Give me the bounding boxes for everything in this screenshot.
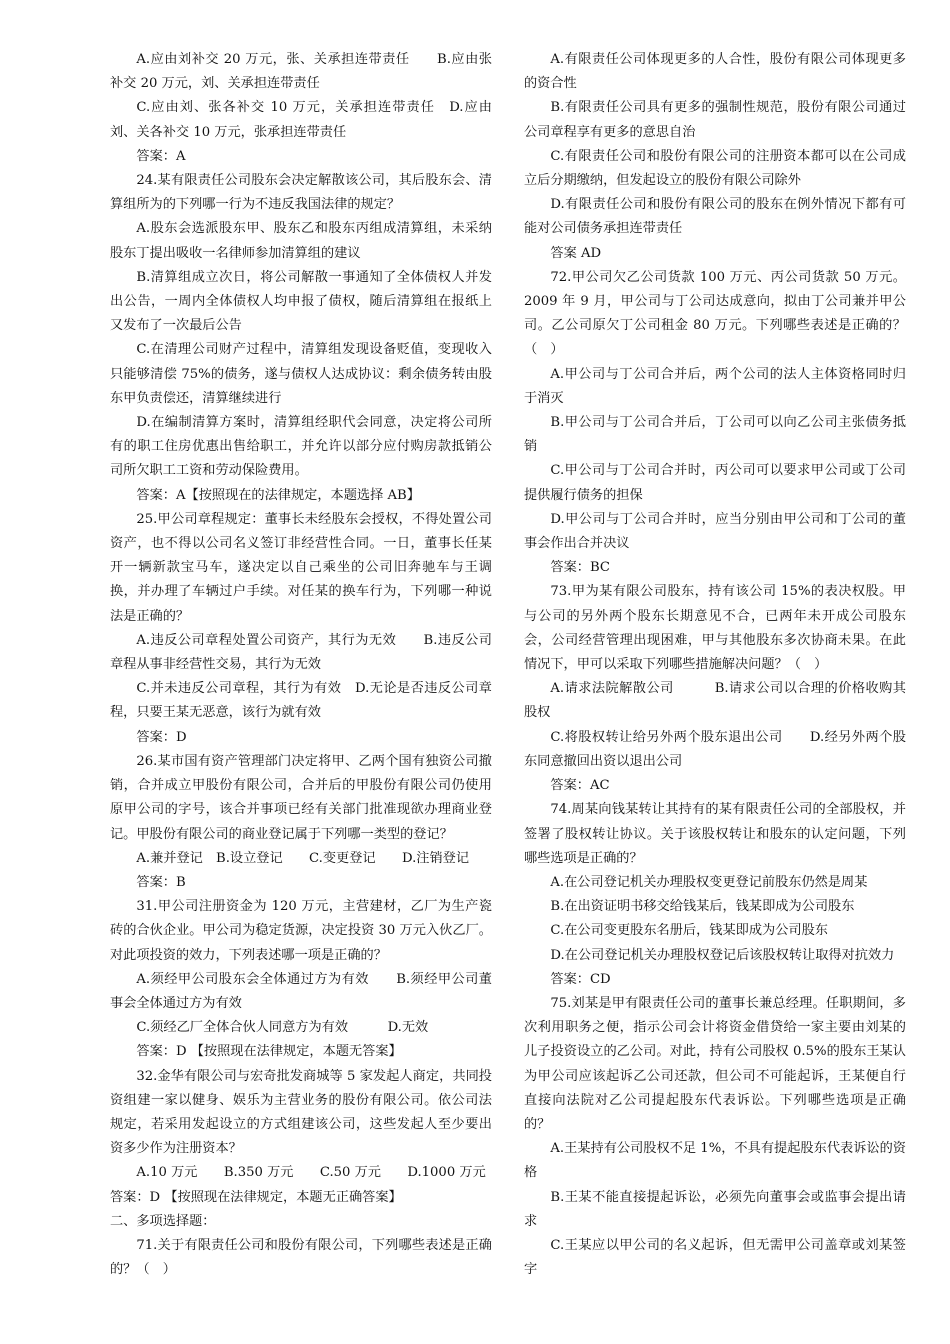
- option-text: C.须经乙厂全体合伙人同意方为有效 D.无效: [136, 1020, 429, 1036]
- option-text: A.兼并登记 B.设立登记 C.变更登记 D.注销登记: [136, 850, 470, 866]
- option-text: A.股东会选派股东甲、股东乙和股东丙组成清算组，未采纳股东丁提出吸收一名律师参加清算组的建议: [110, 221, 492, 261]
- question-text: 72.甲公司欠乙公司货款 100 万元、丙公司货款 50 万元。2009 年 9 月，甲公司与丁公司达成意向，拟由丁公司兼并甲公司。乙公司原欠丁公司租金 80 万元。下列哪些表述是正确的？（ ）: [524, 269, 906, 358]
- question-text: 25.甲公司章程规定：董事长未经股东会授权，不得处置公司资产，也不得以公司名义签订非经营性合同。一日，董事长任某开一辆新款宝马车，遂决定以自己乘坐的公司旧奔驰车与王调换，并办理了车辆过户手续。对任某的换车行为，下列哪一种说法是正确的？: [110, 511, 492, 624]
- option-text: A.在公司登记机关办理股权变更登记前股东仍然是周某: [550, 874, 868, 890]
- option-text: B.清算组成立次日，将公司解散一事通知了全体债权人并发出公告，一周内全体债权人均申报了债权，随后清算组在报纸上又发布了一次最后公告: [110, 269, 492, 334]
- question-text: 75.刘某是甲有限责任公司的董事长兼总经理。任职期间，多次利用职务之便，指示公司会计将资金借贷给一家主要由刘某的儿子投资设立的乙公司。对此，持有公司股权 0.5%的股东王某认为甲公司应该起诉乙公司还款，但公司不可能起诉，王某便自行直接向法院对乙公司提起股东代表诉讼。下列哪些选项是正确的？: [524, 995, 906, 1132]
- option-text: D.有限责任公司和股份有限公司的股东在例外情况下都有可能对公司债务承担连带责任: [524, 197, 906, 237]
- answer-text: 答案：A【按照现在的法律规定，本题选择 AB】: [136, 487, 420, 503]
- option-text: A.须经甲公司股东会全体通过方为有效 B.须经甲公司董事会全体通过方为有效: [110, 971, 492, 1011]
- option-text: C.在公司变更股东名册后，钱某即成为公司股东: [550, 923, 828, 939]
- answer-text: 答案：D: [136, 729, 187, 745]
- question-text: 73.甲为某有限公司股东，持有该公司 15%的表决权股。甲与公司的另外两个股东长期意见不合，已两年未开成公司股东会，公司经营管理出现困难，甲与其他股东多次协商未果。在此情况下，甲可以采取下列哪些措施解决问题？（ ）: [524, 584, 906, 673]
- question-text: 74.周某向钱某转让其持有的某有限责任公司的全部股权，并签署了股权转让协议。关于该股权转让和股东的认定问题，下列哪些选项是正确的？: [524, 802, 906, 866]
- option-text: C.在清理公司财产过程中，清算组发现设备贬值，变现收入只能够清偿 75%的债务，遂与债权人达成协议：剩余债务转由股东甲负责偿还，清算继续进行: [110, 342, 492, 406]
- option-text: B.有限责任公司具有更多的强制性规范，股份有限公司通过公司章程享有更多的意思自治: [524, 100, 906, 140]
- question-text: 31.甲公司注册资金为 120 万元，主营建材，乙厂为生产瓷砖的合伙企业。甲公司为稳定货源，决定投资 30 万元入伙乙厂。对此项投资的效力，下列表述哪一项是正确的？: [110, 899, 492, 963]
- option-text: A.请求法院解散公司 B.请求公司以合理的价格收购其股权: [524, 681, 906, 721]
- answer-text: 答案：B: [136, 874, 186, 890]
- left-column: [110, 48, 492, 1282]
- option-text: C.甲公司与丁公司合并时，丙公司可以要求甲公司或丁公司提供履行债务的担保: [524, 463, 906, 503]
- option-text: A.甲公司与丁公司合并后，两个公司的法人主体资格同时归于消灭: [524, 366, 906, 406]
- answer-text: 答案：AC: [550, 778, 610, 794]
- option-text: C.应由刘、张各补交 10 万元，关承担连带责任 D.应由刘、关各补交 10 万元，张承担连带责任: [110, 100, 492, 140]
- question-text: 26.某市国有资产管理部门决定将甲、乙两个国有独资公司撤销，合并成立甲股份有限公司，合并后的甲股份有限公司仍使用原甲公司的字号，该合并事项已经有关部门批准现欲办理商业登记。甲股份有限公司的商业登记属于下列哪一类型的登记？: [110, 753, 492, 842]
- answer-text: 答案：BC: [550, 560, 610, 576]
- right-column: [524, 48, 906, 1282]
- option-text: C.有限责任公司和股份有限公司的注册资本都可以在公司成立后分期缴纳，但发起设立的股份有限公司除外: [524, 148, 906, 189]
- answer-text: 答案：D 【按照现在法律规定，本题无答案】: [136, 1044, 402, 1060]
- option-text: B.王某不能直接提起诉讼，必须先向董事会或监事会提出请求: [524, 1189, 906, 1229]
- option-text: C.王某应以甲公司的名义起诉，但无需甲公司盖章或刘某签字: [524, 1237, 906, 1278]
- answer-text: 答案 AD: [550, 245, 602, 261]
- answer-text: 答案：A: [136, 148, 186, 164]
- option-text: B.在出资证明书移交给钱某后，钱某即成为公司股东: [550, 899, 855, 915]
- option-text: D.在公司登记机关办理股权登记后该股权转让取得对抗效力: [550, 947, 895, 963]
- answer-text: 答案：D 【按照现在法律规定，本题无正确答案】: [110, 1189, 402, 1205]
- option-text: D.甲公司与丁公司合并时，应当分别由甲公司和丁公司的董事会作出合并决议: [524, 511, 906, 552]
- option-text: C.将股权转让给另外两个股东退出公司 D.经另外两个股东同意撤回出资以退出公司: [524, 729, 906, 769]
- option-text: C.并未违反公司章程，其行为有效 D.无论是否违反公司章程，只要王某无恶意，该行为就有效: [110, 681, 492, 721]
- question-text: 24.某有限责任公司股东会决定解散该公司，其后股东会、清算组所为的下列哪一行为不违反我国法律的规定？: [110, 173, 492, 213]
- option-text: D.在编制清算方案时，清算组经职代会同意，决定将公司所有的职工住房优惠出售给职工，并允许以部分应付购房款抵销公司所欠职工工资和劳动保险费用。: [110, 415, 492, 479]
- option-text: A.有限责任公司体现更多的人合性，股份有限公司体现更多的资合性: [524, 52, 906, 92]
- option-text: A.王某持有公司股权不足 1%，不具有提起股东代表诉讼的资格: [524, 1141, 906, 1181]
- option-text: A.10 万元 B.350 万元 C.50 万元 D.1000 万元: [136, 1165, 486, 1181]
- section-heading: 二、多项选择题：: [110, 1213, 216, 1229]
- question-text: 71.关于有限责任公司和股份有限公司，下列哪些表述是正确的？（ ）: [110, 1237, 492, 1278]
- answer-text: 答案：CD: [550, 971, 611, 987]
- option-text: B.甲公司与丁公司合并后，丁公司可以向乙公司主张债务抵销: [524, 415, 906, 455]
- question-text: 32.金华有限公司与宏奇批发商城等 5 家发起人商定，共同投资组建一家以健身、娱乐为主营业务的股份有限公司。依公司法规定，若采用发起设立的方式组建该公司，这些发起人至少要出资多少作为注册资本？: [110, 1068, 492, 1157]
- option-text: A.应由刘补交 20 万元，张、关承担连带责任 B.应由张补交 20 万元，刘、关承担连带责任: [110, 52, 492, 92]
- option-text: A.违反公司章程处置公司资产，其行为无效 B.违反公司章程从事非经营性交易，其行为无效: [110, 632, 492, 673]
